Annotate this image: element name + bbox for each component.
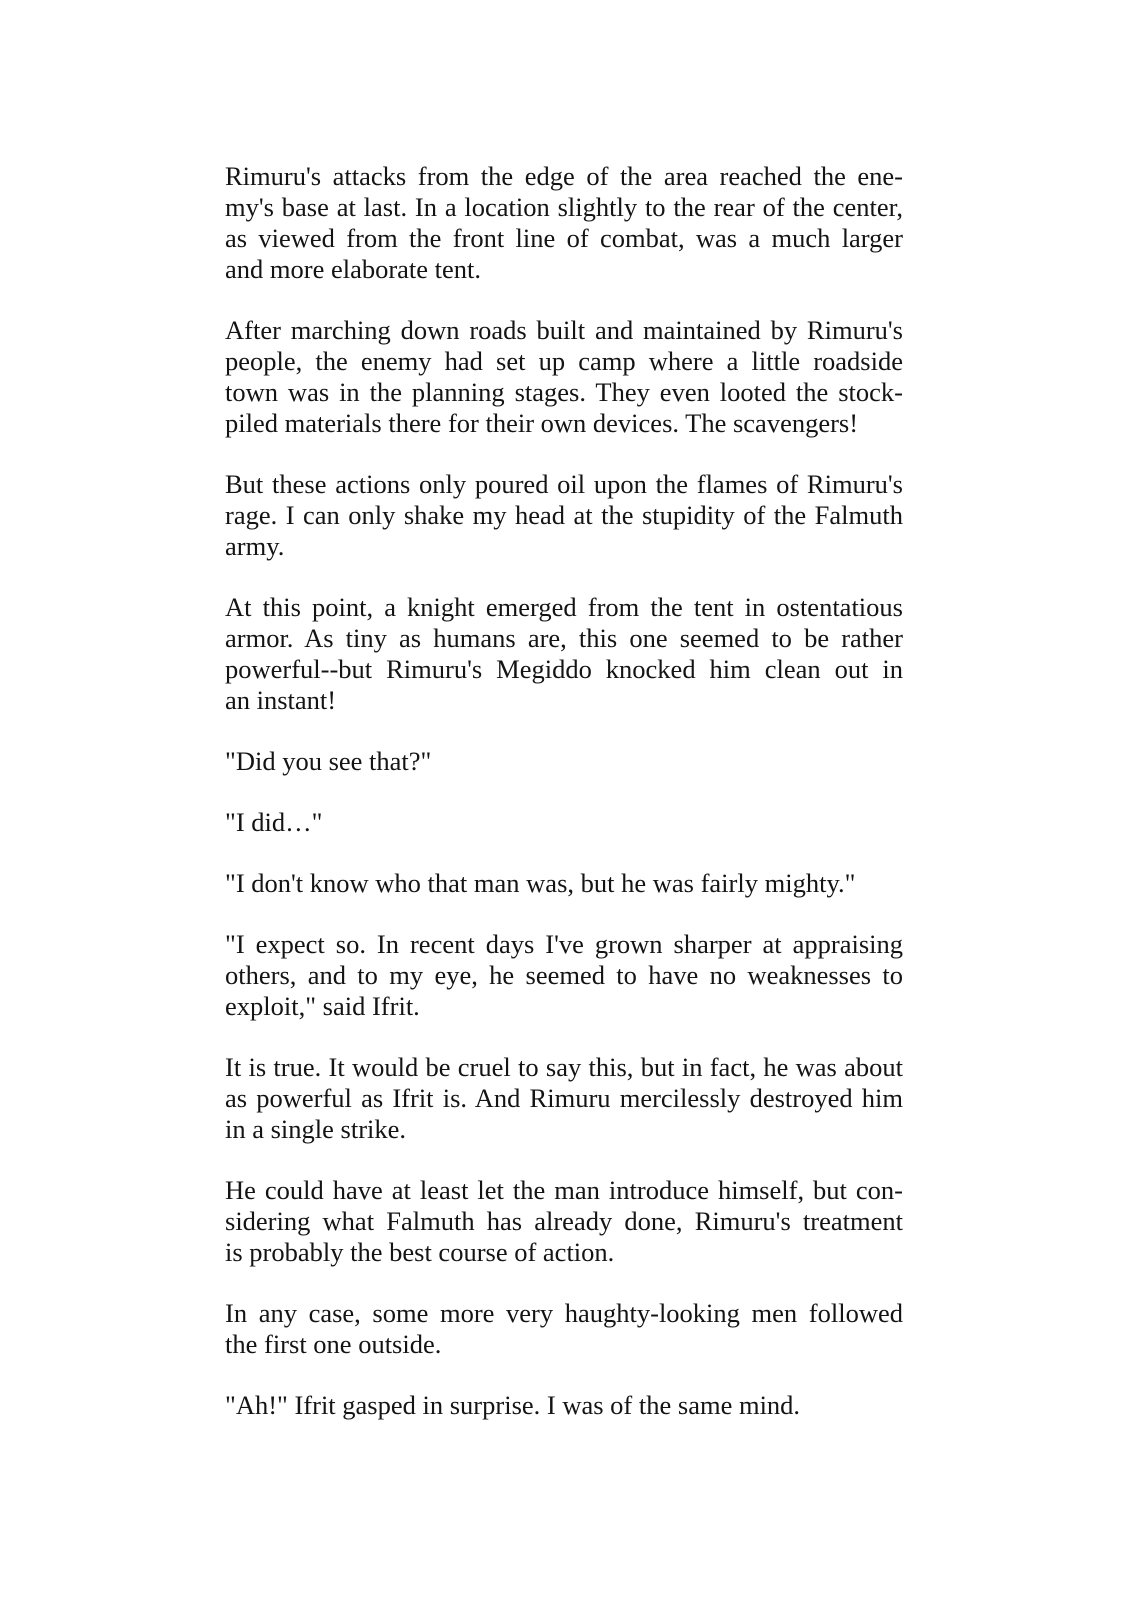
text-line: rage. I can only shake my head at the stupidity of the Falmuth — [225, 500, 903, 530]
text-line: In any case, some more very haughty-looking men followed — [225, 1298, 903, 1328]
text-line: "I did…" — [225, 807, 323, 837]
paragraph — [225, 807, 903, 838]
paragraph — [225, 929, 903, 1022]
page-text-block — [225, 161, 903, 1451]
text-line: He could have at least let the man introduce himself, but con- — [225, 1175, 903, 1205]
paragraph — [225, 161, 903, 285]
paragraph — [225, 746, 903, 777]
paragraph — [225, 592, 903, 716]
text-line: But these actions only poured oil upon the flames of Rimuru's — [225, 469, 903, 499]
text-line: powerful--but Rimuru's Megiddo knocked him clean out in — [225, 654, 903, 684]
paragraph — [225, 469, 903, 562]
paragraph — [225, 1052, 903, 1145]
text-line: people, the enemy had set up camp where a little roadside — [225, 346, 903, 376]
text-line: piled materials there for their own devices. The scavengers! — [225, 408, 859, 438]
paragraph — [225, 1390, 903, 1421]
text-line: as powerful as Ifrit is. And Rimuru mercilessly destroyed him — [225, 1083, 903, 1113]
text-line: "Ah!" Ifrit gasped in surprise. I was of the same mind. — [225, 1390, 801, 1420]
text-line: in a single strike. — [225, 1114, 407, 1144]
text-line: exploit," said Ifrit. — [225, 991, 420, 1021]
text-line: "I expect so. In recent days I've grown sharper at appraising — [225, 929, 903, 959]
text-line: the first one outside. — [225, 1329, 442, 1359]
paragraph — [225, 868, 903, 899]
paragraph — [225, 315, 903, 439]
text-line: sidering what Falmuth has already done, Rimuru's treatment — [225, 1206, 903, 1236]
text-line: "I don't know who that man was, but he was fairly mighty." — [225, 868, 856, 898]
text-line: others, and to my eye, he seemed to have no weaknesses to — [225, 960, 903, 990]
text-line: It is true. It would be cruel to say this, but in fact, he was about — [225, 1052, 903, 1082]
text-line: is probably the best course of action. — [225, 1237, 615, 1267]
text-line: an instant! — [225, 685, 337, 715]
text-line: "Did you see that?" — [225, 746, 432, 776]
text-line: At this point, a knight emerged from the tent in ostentatious — [225, 592, 903, 622]
text-line: as viewed from the front line of combat, was a much larger — [225, 223, 903, 253]
text-line: town was in the planning stages. They even looted the stock- — [225, 377, 903, 407]
text-line: army. — [225, 531, 285, 561]
text-line: After marching down roads built and maintained by Rimuru's — [225, 315, 903, 345]
paragraph — [225, 1298, 903, 1360]
paragraph — [225, 1175, 903, 1268]
text-line: and more elaborate tent. — [225, 254, 482, 284]
text-line: Rimuru's attacks from the edge of the area reached the ene- — [225, 161, 903, 191]
text-line: armor. As tiny as humans are, this one seemed to be rather — [225, 623, 903, 653]
text-line: my's base at last. In a location slightly to the rear of the center, — [225, 192, 903, 222]
